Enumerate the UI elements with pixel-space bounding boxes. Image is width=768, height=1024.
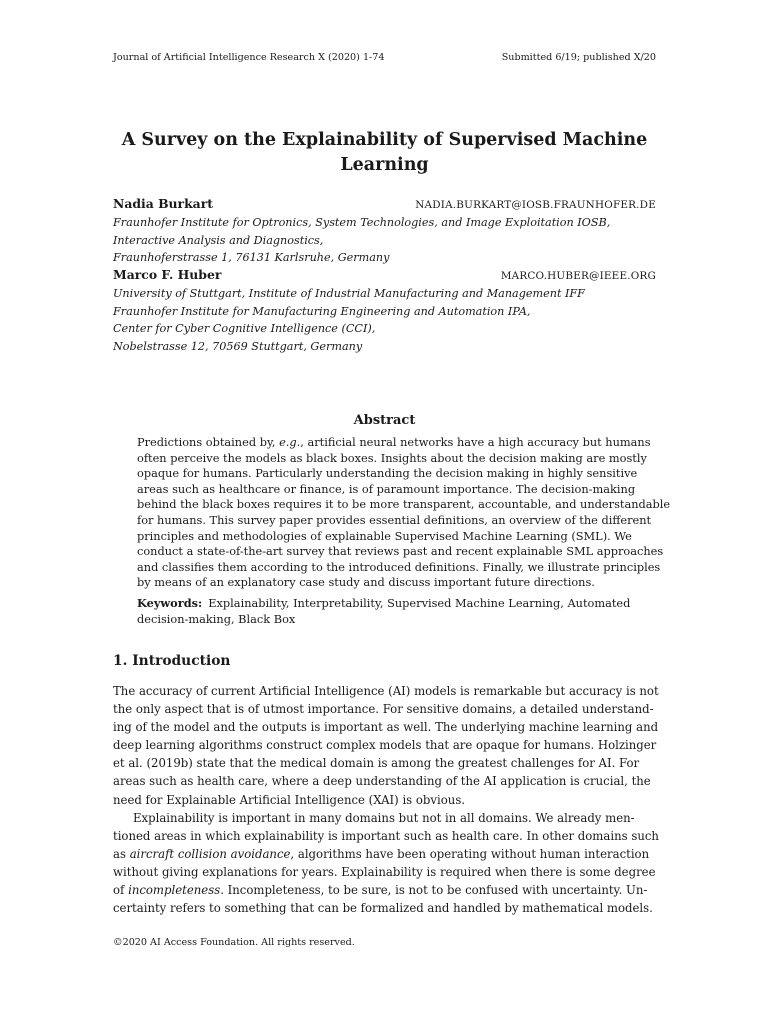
journal-citation: Journal of Artificial Intelligence Research X (2020) 1-74 bbox=[113, 52, 385, 63]
affiliation-line: Fraunhoferstrasse 1, 76131 Karlsruhe, Germany bbox=[113, 251, 390, 264]
author-affiliation bbox=[113, 285, 656, 355]
title-line-2: Learning bbox=[340, 155, 429, 175]
abstract-line: for humans. This survey paper provides essential definitions, an overview of the different bbox=[137, 512, 652, 527]
running-head bbox=[113, 52, 656, 64]
text-run: , algorithms have been operating without human interaction bbox=[290, 846, 650, 861]
emphasis: aircraft collision avoidance bbox=[129, 846, 291, 861]
copyright-symbol: © bbox=[113, 937, 123, 948]
text-run: Predictions obtained by, bbox=[137, 435, 280, 449]
author-name: Nadia Burkart bbox=[113, 196, 213, 211]
abstract-heading: Abstract bbox=[353, 413, 416, 428]
keywords-list: Explainability, Interpretability, Supervised Machine Learning, Automated bbox=[208, 596, 631, 610]
keywords-label: Keywords: bbox=[137, 596, 203, 610]
abstract-line: areas such as healthcare or finance, is of paramount importance. The decision-making bbox=[137, 481, 636, 496]
paragraph-line: areas such as health care, where a deep understanding of the AI application is crucial, the bbox=[113, 774, 651, 789]
author-affiliation bbox=[113, 214, 656, 267]
submission-dates: Submitted 6/19; published X/20 bbox=[501, 52, 656, 63]
paragraph-line: The accuracy of current Artificial Intelligence (AI) models is remarkable but accuracy is not bbox=[113, 684, 659, 698]
abstract-line: and classifies them according to the introduced definitions. Finally, we illustrate principles bbox=[137, 559, 661, 574]
emphasis: e.g. bbox=[279, 435, 301, 449]
affiliation-line: Fraunhofer Institute for Manufacturing Engineering and Automation IPA, bbox=[113, 304, 531, 318]
copyright-notice bbox=[113, 937, 355, 949]
title-line-1: A Survey on the Explainability of Supervised Machine bbox=[121, 130, 648, 150]
emphasis: incompleteness bbox=[128, 883, 221, 898]
abstract-line: often perceive the models as black boxes. Insights about the decision making are mostly bbox=[137, 450, 647, 465]
affiliation-line: University of Stuttgart, Institute of Industrial Manufacturing and Management IFF bbox=[113, 287, 585, 300]
affiliation-line: Center for Cyber Cognitive Intelligence (CCI), bbox=[113, 322, 376, 335]
paragraph-line: tioned areas in which explainability is important such as health care. In other domains such bbox=[113, 828, 659, 843]
paper-title bbox=[113, 128, 656, 178]
copyright-text: 2020 AI Access Foundation. All rights reserved. bbox=[122, 937, 355, 948]
paragraph-line: deep learning algorithms construct complex models that are opaque for humans. Holzinger bbox=[113, 738, 657, 753]
abstract-line: principles and methodologies of explainable Supervised Machine Learning (SML). We bbox=[137, 528, 632, 543]
text-run: , artificial neural networks have a high accuracy but humans bbox=[300, 435, 651, 449]
abstract-text bbox=[137, 435, 671, 591]
author-2 bbox=[113, 267, 656, 355]
paragraph-line: need for Explainable Artificial Intelligence (XAI) is obvious. bbox=[113, 792, 466, 807]
abstract-line: behind the black boxes requires it to be more transparent, accountable, and understandable bbox=[137, 497, 671, 512]
author-1 bbox=[113, 196, 656, 267]
keywords bbox=[137, 596, 632, 627]
introduction-text bbox=[113, 682, 659, 917]
author-email: MARCO.HUBER@IEEE.ORG bbox=[500, 270, 656, 282]
paragraph-line: the only aspect that is of utmost importance. For sensitive domains, a detailed understand- bbox=[113, 702, 654, 717]
paragraph-line bbox=[113, 845, 656, 863]
text-run: . Incompleteness, to be sure, is not to be confused with uncertainty. Un- bbox=[220, 883, 648, 898]
author-name: Marco F. Huber bbox=[113, 267, 222, 282]
text-run: of bbox=[113, 883, 129, 898]
text-run: as bbox=[113, 846, 130, 861]
keywords-list-cont: decision-making, Black Box bbox=[137, 611, 296, 626]
author-email: NADIA.BURKART@IOSB.FRAUNHOFER.DE bbox=[415, 199, 656, 211]
affiliation-line: Interactive Analysis and Diagnostics, bbox=[113, 233, 324, 247]
paragraph-line: et al. (2019b) state that the medical domain is among the greatest challenges for AI. For bbox=[113, 756, 640, 771]
paragraph-line bbox=[113, 881, 656, 899]
paragraph-line: without giving explanations for years. Explainability is required when there is some degree bbox=[113, 864, 656, 879]
section-heading-introduction: 1. Introduction bbox=[113, 653, 231, 669]
abstract-line: conduct a state-of-the-art survey that reviews past and recent explainable SML approaches bbox=[137, 544, 664, 559]
paragraph-line: certainty refers to something that can be formalized and handled by mathematical models. bbox=[113, 901, 653, 916]
abstract-line: opaque for humans. Particularly understanding the decision making in highly sensitive bbox=[137, 466, 638, 481]
paragraph-line: Explainability is important in many domains but not in all domains. We already men- bbox=[133, 810, 635, 825]
abstract-line: by means of an explanatory case study and discuss important future directions. bbox=[137, 575, 595, 590]
paragraph-line: ing of the model and the outputs is important as well. The underlying machine learning and bbox=[113, 720, 659, 735]
abstract-line bbox=[137, 435, 651, 451]
affiliation-line: Nobelstrasse 12, 70569 Stuttgart, Germany bbox=[113, 339, 363, 353]
affiliation-line: Fraunhofer Institute for Optronics, System Technologies, and Image Exploitation IOSB, bbox=[113, 216, 611, 229]
